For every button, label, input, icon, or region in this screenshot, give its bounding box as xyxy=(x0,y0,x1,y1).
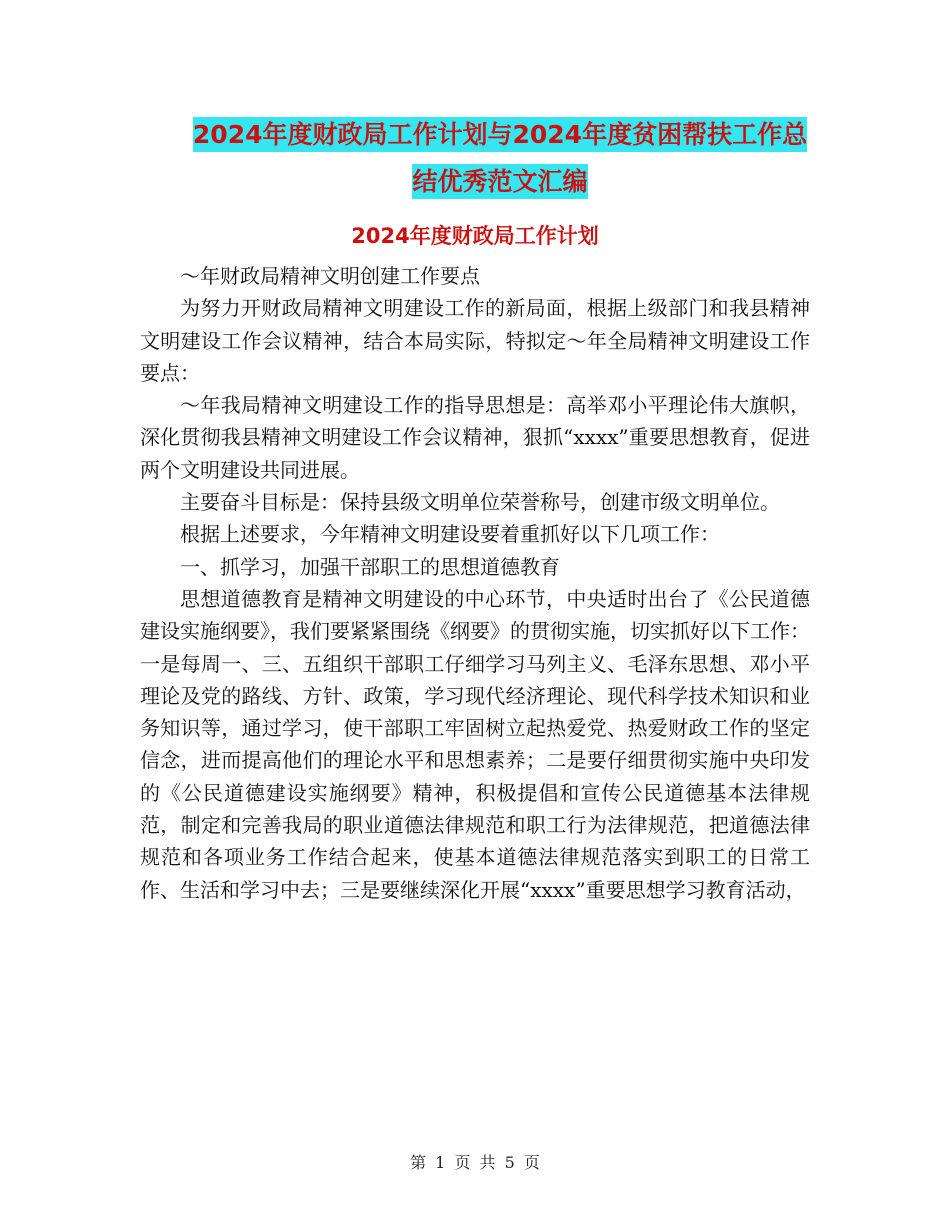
document-body xyxy=(140,260,810,906)
document-title-line-2: 结优秀范文汇编 xyxy=(412,164,587,199)
paragraph-heading-year-points: ～年财政局精神文明创建工作要点 xyxy=(180,264,480,288)
paragraph-main-goal: 主要奋斗目标是：保持县级文明单位荣誉称号，创建市级文明单位。 xyxy=(180,490,780,515)
document-title xyxy=(140,111,860,205)
paragraph-moral-education: 思想道德教育是精神文明建设的中心环节，中央适时出台了《公民道德建设实施纲要》，我们要紧紧围绕《纲要》的贯彻实施，切实抓好以下工作：一是每周一、三、五组织干部职工仔细学习马列主义、毛泽东思想、邓小平理论及党的路线、方针、政策，学习现代经济理论、现代科学技术知识和业务知识等，通过学习，使干部职工牢固树立起热爱党、热爱财政工作的坚定信念，进而提高他们的理论水平和思想素养；二是要仔细贯彻实施中央印发的《公民道德建设实施纲要》精神，积极提倡和宣传公民道德基本法律规范，制定和完善我局的职业道德法律规范和职工行为法律规范，把道德法律规范和各项业务工作结合起来，使基本道德法律规范落实到职工的日常工作、生活和学习中去；三是要继续深化开展“xxxx”重要思想学习教育活动， xyxy=(140,586,810,902)
document-title-line-1: 2024年度财政局工作计划与2024年度贫困帮扶工作总 xyxy=(193,117,807,152)
paragraph-intro: 为努力开财政局精神文明建设工作的新局面，根据上级部门和我县精神文明建设工作会议精神，结合本局实际，特拟定～年全局精神文明建设工作要点： xyxy=(140,296,810,385)
paragraph-tasks-intro: 根据上述要求，今年精神文明建设要着重抓好以下几项工作： xyxy=(180,522,720,547)
paragraph-item-one-heading: 一、抓学习，加强干部职工的思想道德教育 xyxy=(180,554,560,579)
section-title: 2024年度财政局工作计划 xyxy=(351,224,599,248)
page-number-footer: 第 1 页 共 5 页 xyxy=(410,1153,540,1172)
paragraph-guiding-thought: ～年我局精神文明建设工作的指导思想是：高举邓小平理论伟大旗帜，深化贯彻我县精神文明建设工作会议精神，狠抓“xxxx”重要思想教育，促进两个文明建设共同进展。 xyxy=(140,393,810,482)
